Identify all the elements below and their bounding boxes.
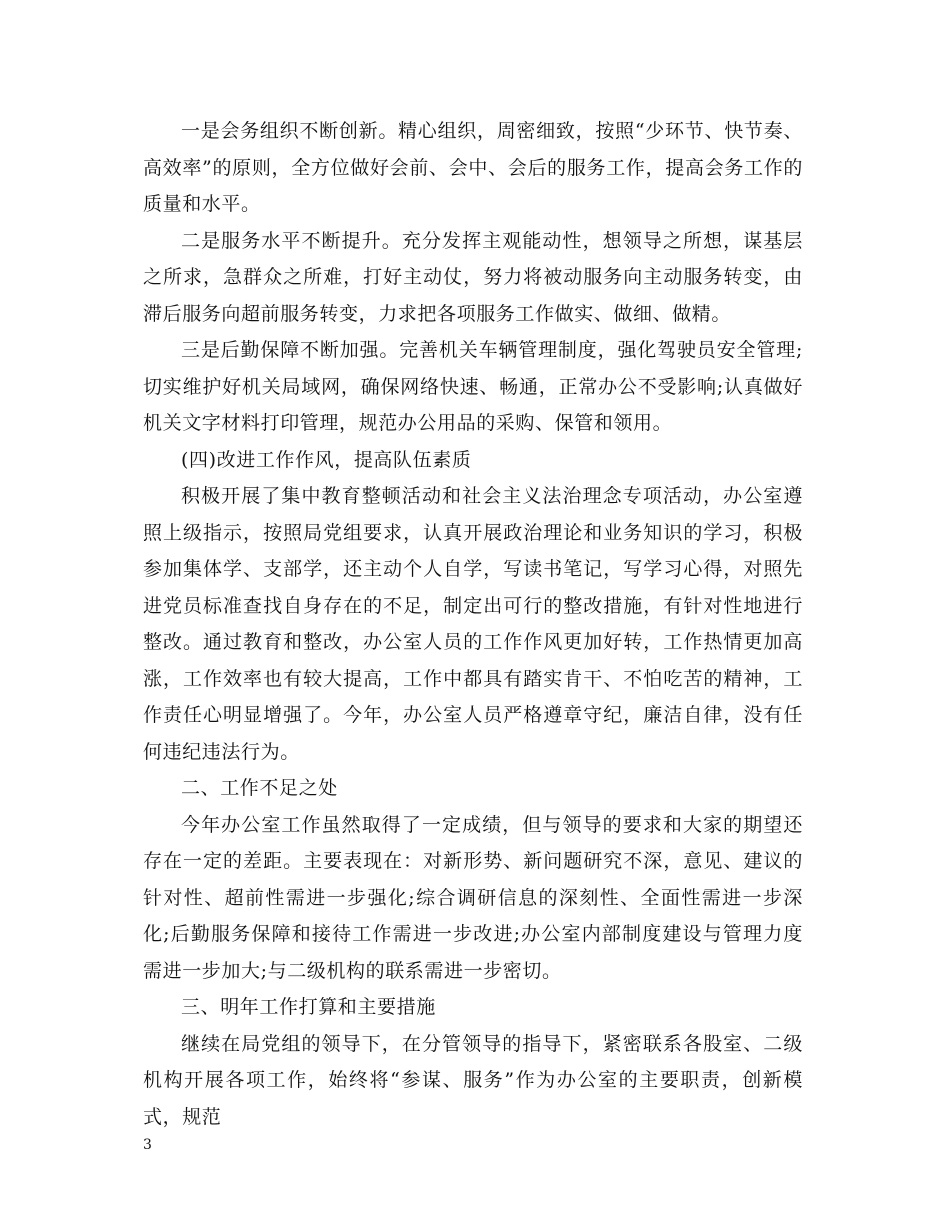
paragraph-education: 积极开展了集中教育整顿活动和社会主义法治理念专项活动，办公室遵照上级指示，按照局党组要求，认真开展政治理论和业务知识的学习，积极参加集体学、支部学，还主动个人自学，写读书笔记，写学习心得，对照先进党员标准查找自身存在的不足，制定出可行的整改措施，有针对性地进行整改。通过教育和整改，办公室人员的工作作风更加好转，工作热情更加高涨，工作效率也有较大提高，工作中都具有踏实肯干、不怕吃苦的精神，工作责任心明显增强了。今年，办公室人员严格遵章守纪，廉洁自律，没有任何违纪违法行为。 bbox=[143, 485, 803, 763]
section-heading-shortcomings: 二、工作不足之处 bbox=[181, 777, 338, 799]
page-number: 3 bbox=[143, 1137, 152, 1153]
paragraph-next-year: 继续在局党组的领导下，在分管领导的指导下，紧密联系各股室、二级机构开展各项工作，始终将“参谋、服务”作为办公室的主要职责，创新模式，规范 bbox=[143, 1032, 803, 1128]
paragraph-service-level: 二是服务水平不断提升。充分发挥主观能动性，想领导之所想，谋基层之所求，急群众之所难，打好主动仗，努力将被动服务向主动服务转变，由滞后服务向超前服务转变，力求把各项服务工作做实、做细、做精。 bbox=[143, 229, 803, 325]
paragraph-meeting-innovation: 一是会务组织不断创新。精心组织，周密细致，按照“少环节、快节奏、高效率”的原则，全方位做好会前、会中、会后的服务工作，提高会务工作的质量和水平。 bbox=[143, 120, 803, 215]
section-heading-next-year: 三、明年工作打算和主要措施 bbox=[181, 996, 436, 1018]
section-heading-work-style: (四)改进工作作风，提高队伍素质 bbox=[181, 448, 472, 471]
document-body bbox=[143, 113, 803, 1135]
paragraph-shortcomings: 今年办公室工作虽然取得了一定成绩，但与领导的要求和大家的期望还存在一定的差距。主要表现在：对新形势、新问题研究不深，意见、建议的针对性、超前性需进一步强化;综合调研信息的深刻性、全面性需进一步深化;后勤服务保障和接待工作需进一步改进;办公室内部制度建设与管理力度需进一步加大;与二级机构的联系需进一步密切。 bbox=[143, 813, 803, 982]
paragraph-logistics: 三是后勤保障不断加强。完善机关车辆管理制度，强化驾驶员安全管理;切实维护好机关局域网，确保网络快速、畅通，正常办公不受影响;认真做好机关文字材料打印管理，规范办公用品的采购、保管和领用。 bbox=[143, 339, 803, 434]
